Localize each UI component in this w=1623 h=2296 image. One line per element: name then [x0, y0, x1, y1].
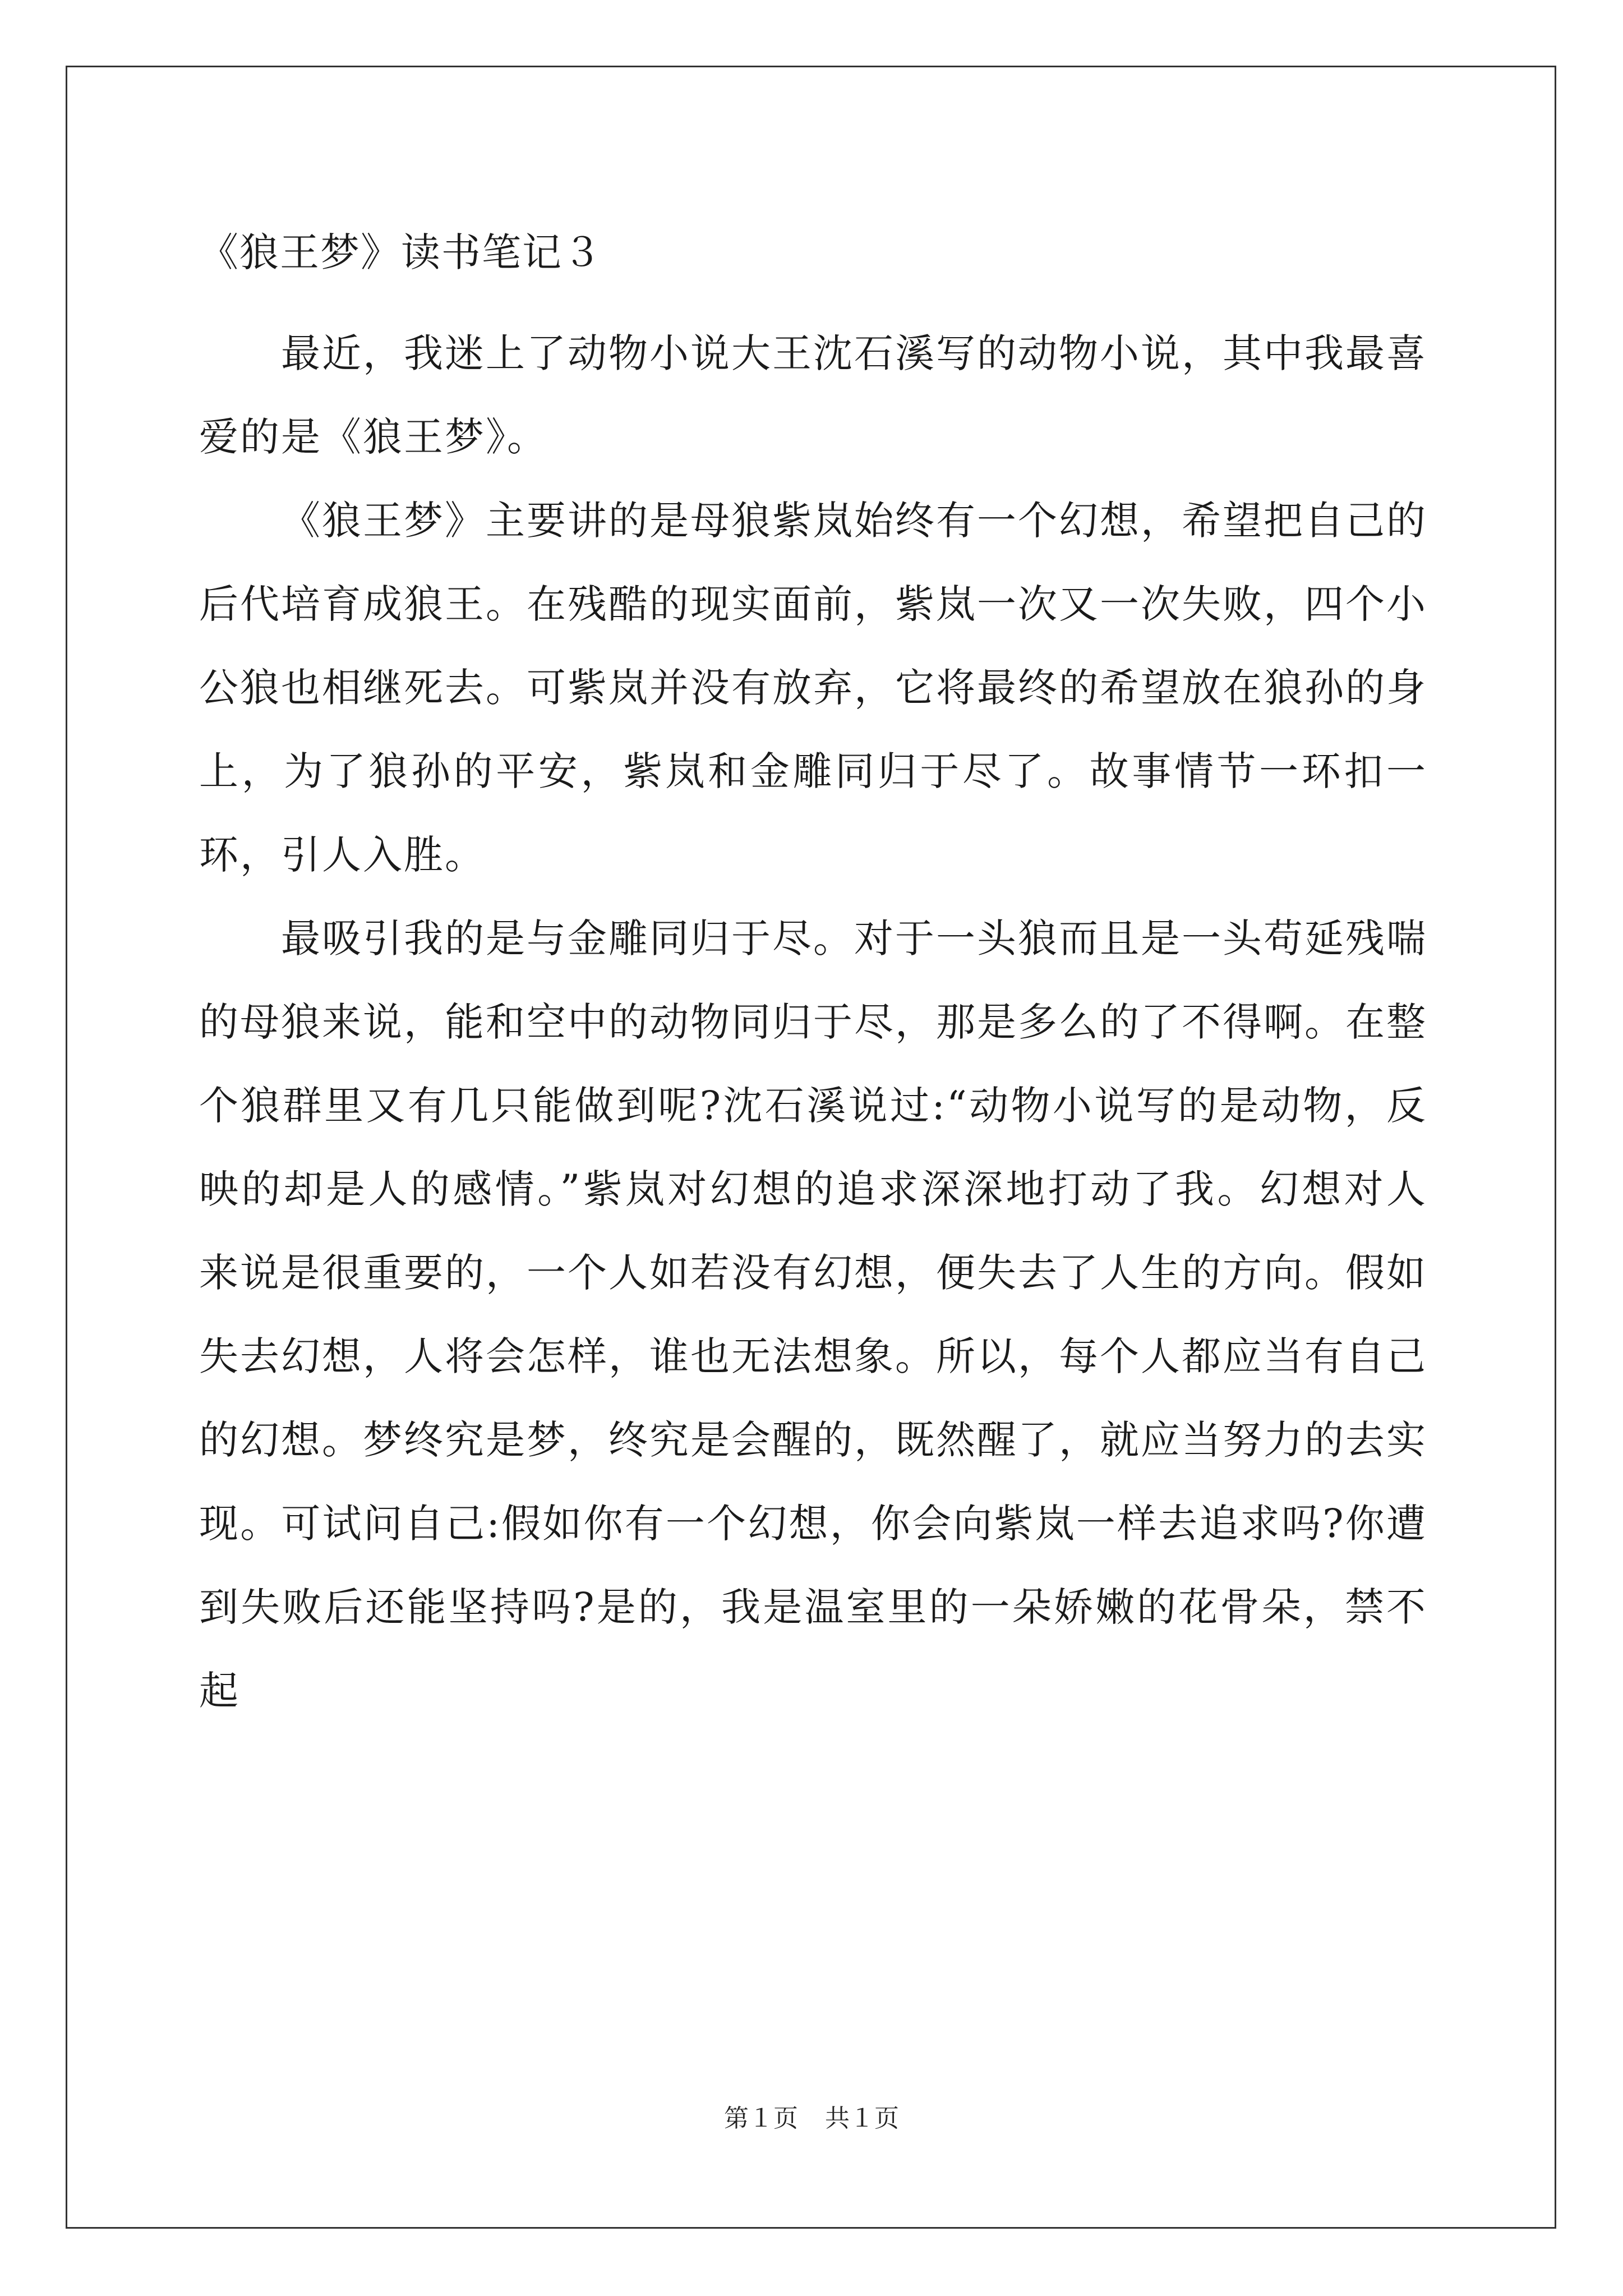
page-number: 第１页 — [724, 2104, 798, 2133]
paragraph-1: 最近，我迷上了动物小说大王沈石溪写的动物小说，其中我最喜爱的是《狼王梦》。 — [199, 330, 1427, 460]
paragraph-2: 《狼王梦》主要讲的是母狼紫岚始终有一个幻想，希望把自己的后代培育成狼王。在残酷的现实面前，紫岚一次又一次失败，四个小公狼也相继死去。可紫岚并没有放弃，它将最终的希望放在狼孙的身上，为了狼孙的平安，紫岚和金雕同归于尽了。故事情节一环扣一环，引人入胜。 — [199, 498, 1427, 878]
page-footer — [0, 2102, 1623, 2136]
paragraph-3: 最吸引我的是与金雕同归于尽。对于一头狼而且是一头苟延残喘的母狼来说，能和空中的动物同归于尽，那是多么的了不得啊。在整个狼群里又有几只能做到呢?沈石溪说过:“动物小说写的是动物，反映的却是人的感情。”紫岚对幻想的追求深深地打动了我。幻想对人来说是很重要的，一个人如若没有幻想，便失去了人生的方向。假如失去幻想，人将会怎样，谁也无法想象。所以，每个人都应当有自己的幻想。梦终究是梦，终究是会醒的，既然醒了，就应当努力的去实现。可试问自己:假如你有一个幻想，你会向紫岚一样去追求吗?你遭到失败后还能坚持吗?是的，我是温室里的一朵娇嫩的花骨朵，禁不起 — [199, 915, 1427, 1714]
document-body — [199, 212, 1427, 1733]
document-title: 《狼王梦》读书笔记３ — [199, 229, 603, 275]
page-total: 共１页 — [825, 2104, 899, 2133]
